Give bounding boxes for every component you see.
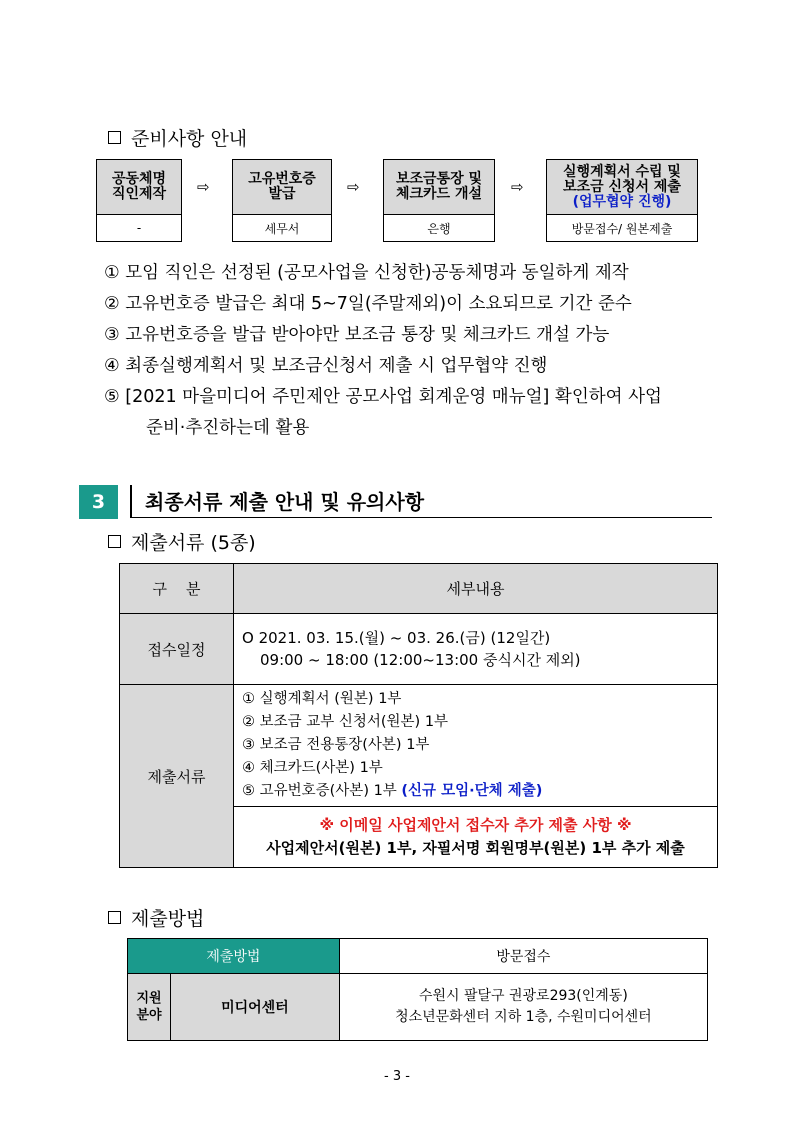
flow-step-2-sub: 세무서	[232, 215, 332, 242]
checkbox-square-icon	[108, 535, 121, 548]
email-note-text: 사업제안서(원본) 1부, 자필서명 회원명부(원본) 1부 추가 제출	[266, 839, 685, 857]
flow-step-2-line1: 고유번호증	[248, 171, 316, 187]
period-label: 접수일정	[120, 614, 234, 685]
flow-step-4-line3: (업무협약 진행)	[572, 193, 672, 210]
flow-step-4	[546, 159, 698, 215]
doc-item-3: ③ 보조금 전용통장(사본) 1부	[242, 737, 430, 753]
checkbox-square-icon	[108, 911, 121, 924]
email-note-title: ※ 이메일 사업제안서 접수자 추가 제출 사항 ※	[319, 816, 632, 834]
flow-step-4-line2: 보조금 신청서 제출	[563, 178, 681, 195]
method-heading	[108, 904, 204, 931]
flow-step-4-line1: 실행계획서 수립 및	[563, 163, 681, 180]
address-line-1: 수원시 팔달구 권광로293(인계동)	[418, 988, 628, 1004]
doc-item-2: ② 보조금 교부 신청서(원본) 1부	[242, 714, 449, 730]
period-line-2: 09:00 ~ 18:00 (12:00~13:00 중식시간 제외)	[260, 651, 581, 669]
flow-step-4-sub: 방문접수/ 원본제출	[546, 215, 698, 242]
docs-items-cell	[234, 685, 718, 807]
method-heading-text: 제출방법	[131, 908, 205, 930]
prep-note-4: ④ 최종실행계획서 및 보조금신청서 제출 시 업무협약 진행	[104, 356, 548, 376]
doc-item-5: ⑤ 고유번호증(사본) 1부	[242, 783, 397, 799]
docs-heading-text: 제출서류 (5종)	[131, 532, 256, 554]
flow-step-1-line1: 공동체명	[111, 171, 167, 187]
prep-note-3: ③ 고유번호증을 발급 받아야만 보조금 통장 및 체크카드 개설 가능	[104, 325, 610, 345]
table-header-details: 세부내용	[234, 564, 718, 614]
arrow-right-icon: ⇨	[511, 178, 524, 196]
doc-item-4: ④ 체크카드(사본) 1부	[242, 760, 383, 776]
email-note-cell	[234, 807, 718, 868]
documents-table	[119, 563, 718, 868]
header-category-text: 구 분	[152, 580, 201, 598]
doc-item-5-note: (신규 모임·단체 제출)	[401, 783, 543, 799]
docs-heading	[108, 528, 256, 555]
table-header-category	[120, 564, 234, 614]
flow-step-1	[96, 159, 182, 215]
address-cell	[339, 974, 707, 1041]
address-line-2: 청소년문화센터 지하 1층, 수원미디어센터	[395, 1009, 652, 1025]
docs-label: 제출서류	[120, 685, 234, 868]
method-table	[127, 938, 708, 1041]
flow-step-2	[232, 159, 332, 215]
prep-note-5: ⑤ [2021 마을미디어 주민제안 공모사업 회계운영 매뉴얼] 확인하여 사업	[104, 387, 662, 407]
section-title: 최종서류 제출 안내 및 유의사항	[145, 490, 425, 514]
section-number-badge: 3	[79, 485, 118, 519]
prep-note-2: ② 고유번호증 발급은 최대 5~7일(주말제외)이 소요되므로 기간 준수	[104, 294, 632, 314]
method-header-label: 제출방법	[128, 939, 340, 974]
flow-step-3	[383, 159, 495, 215]
period-cell	[234, 614, 718, 685]
section-title-divider	[130, 485, 132, 517]
checkbox-square-icon	[108, 131, 121, 144]
flow-step-1-line2: 직인제작	[111, 186, 167, 202]
flow-step-2-line2: 발급	[268, 186, 296, 202]
flow-step-3-sub: 은행	[383, 215, 495, 242]
page-number: - 3 -	[384, 1069, 410, 1084]
flow-step-3-line2: 체크카드 개설	[395, 186, 483, 202]
doc-item-5-row	[242, 780, 716, 803]
area-label: 지원 분야	[128, 974, 171, 1041]
prep-note-1: ① 모임 직인은 선정된 (공모사업을 신청한)공동체명과 동일하게 제작	[104, 263, 629, 283]
method-header-value: 방문접수	[339, 939, 707, 974]
center-label: 미디어센터	[171, 974, 340, 1041]
prep-notes-list	[104, 258, 662, 444]
prep-note-5-cont: 준비·추진하는데 활용	[146, 418, 310, 438]
section-underline	[130, 517, 712, 518]
arrow-right-icon: ⇨	[197, 178, 210, 196]
doc-item-1: ① 실행계획서 (원본) 1부	[242, 691, 402, 707]
flow-step-3-line1: 보조금통장 및	[395, 171, 483, 187]
flow-step-1-sub: -	[96, 215, 182, 242]
period-line-1: O 2021. 03. 15.(월) ~ 03. 26.(금) (12일간)	[242, 629, 551, 647]
arrow-right-icon: ⇨	[347, 178, 360, 196]
prep-heading-text: 준비사항 안내	[131, 128, 248, 150]
prep-heading	[108, 124, 247, 151]
